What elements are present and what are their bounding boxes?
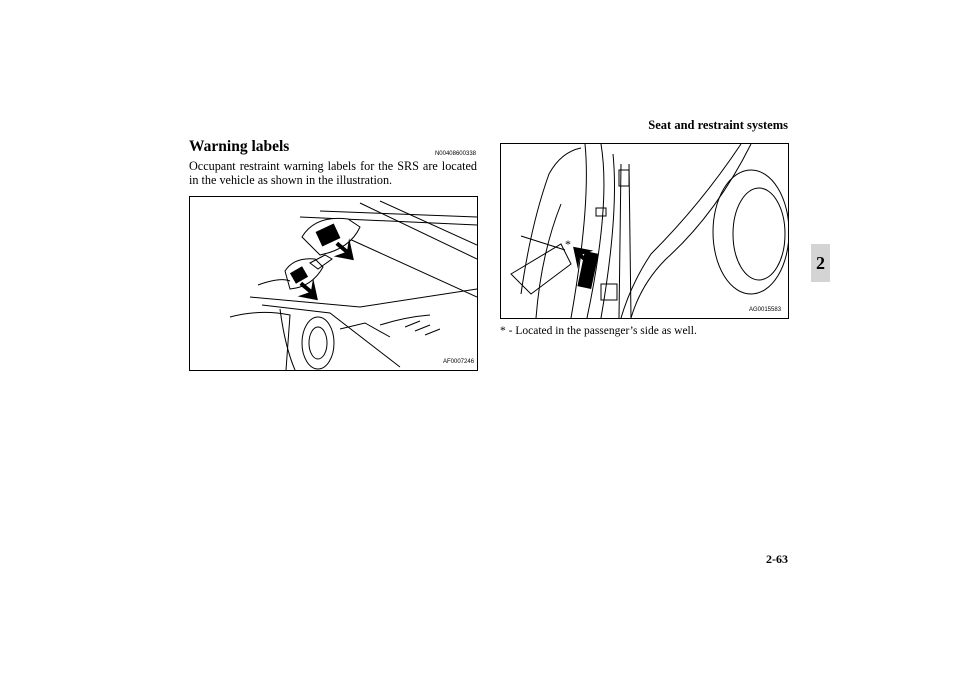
- running-header: Seat and restraint systems: [648, 118, 788, 132]
- door-pillar-label-drawing: [501, 144, 788, 318]
- sun-visor-labels-illustration: [189, 196, 478, 371]
- section-heading: Warning labels: [189, 138, 290, 155]
- reference-code: N00408600338: [434, 151, 476, 157]
- left-figure-code: AF0007246: [443, 359, 475, 365]
- chapter-tab: 2: [811, 244, 830, 282]
- pillar-marker: *: [565, 237, 571, 251]
- door-pillar-label-illustration: [500, 143, 789, 319]
- footnote: * - Located in the passenger’s side as well.: [500, 325, 697, 337]
- page-number: 2-63: [766, 552, 788, 566]
- body-paragraph: Occupant restraint warning labels for the SRS are located in the vehicle as shown in the illustration.: [189, 159, 477, 187]
- right-figure-code: AG0015583: [749, 307, 782, 313]
- sun-visor-labels-drawing: [190, 197, 477, 370]
